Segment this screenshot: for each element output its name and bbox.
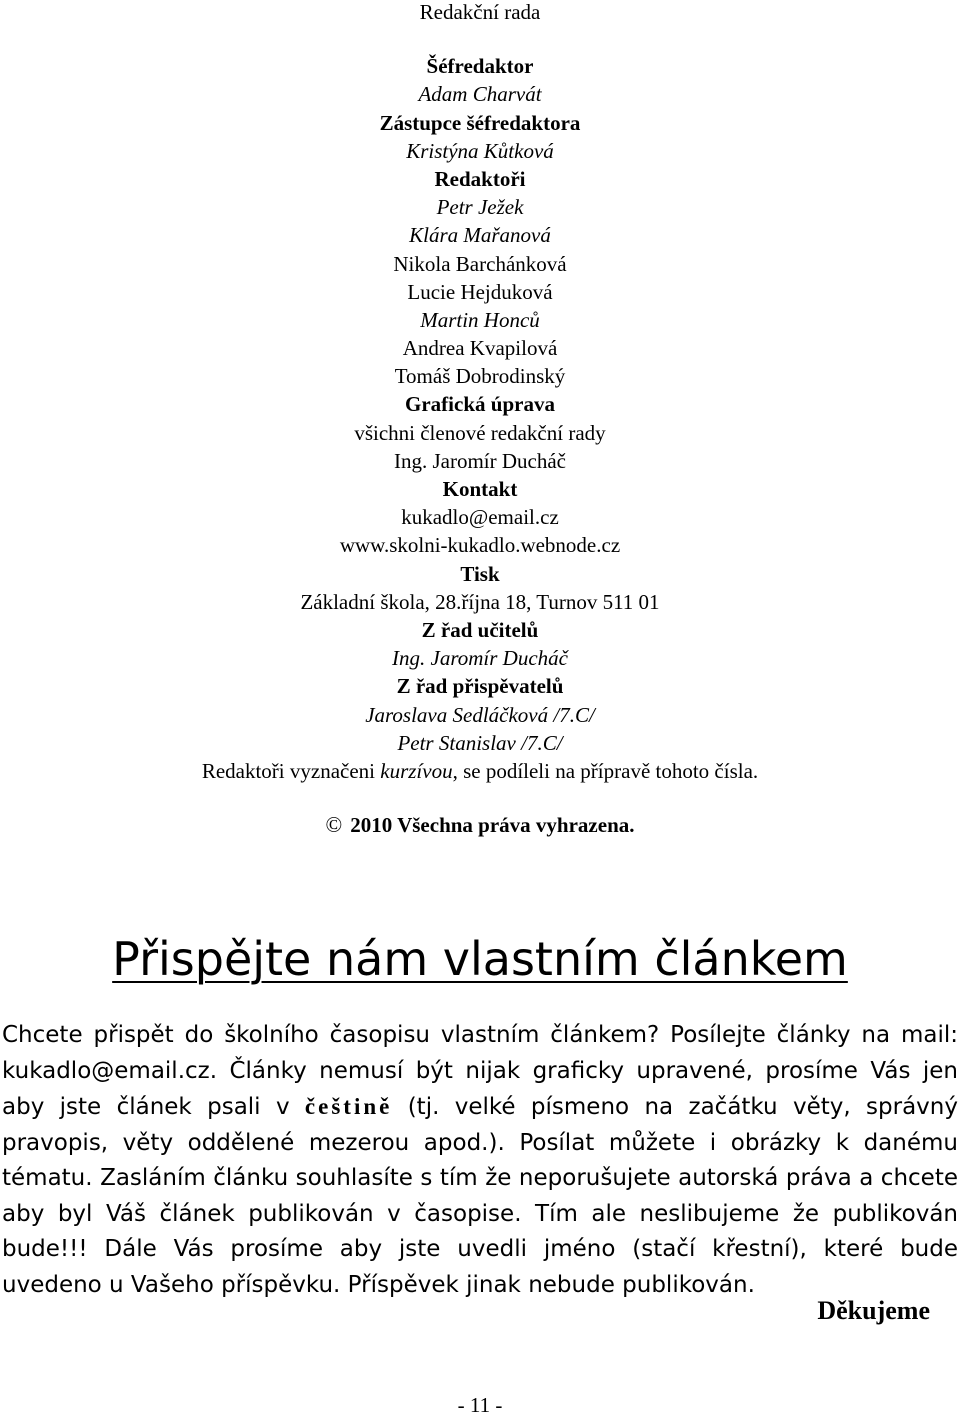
italic-note-text: Redaktoři vyznačeni bbox=[201, 758, 381, 783]
contact-label: Kontakt bbox=[442, 477, 518, 501]
editor-name: Petr Ježek bbox=[436, 195, 524, 220]
thanks-text: Děkujeme bbox=[817, 1296, 930, 1325]
contributor-name: Petr Stanislav /7.C/ bbox=[397, 730, 563, 755]
editors-label: Redaktoři bbox=[434, 166, 526, 191]
contact-website: www.skolni-kukadlo.webnode.cz bbox=[339, 533, 621, 558]
editor-name: Klára Mařanová bbox=[409, 223, 551, 248]
editor-name: Lucie Hejduková bbox=[407, 279, 553, 304]
board-title: Redakční rada bbox=[419, 0, 541, 24]
copyright-icon: © bbox=[325, 812, 343, 838]
italic-note-emphasis: kurzívou bbox=[380, 758, 453, 783]
article-body bbox=[2, 1018, 958, 1303]
teacher-name: Ing. Jaromír Ducháč bbox=[392, 646, 568, 671]
article-emphasis: češtině bbox=[304, 1094, 393, 1119]
editor-name: Nikola Barchánková bbox=[393, 251, 567, 276]
italic-note-text: , se podíleli na přípravě tohoto čísla. bbox=[452, 758, 759, 783]
copyright-line bbox=[0, 811, 960, 839]
article-text: Chcete přispět do školního časopisu vlastním článkem? Posílejte články na mail: kukadlo@email.cz. Články nemusí být nijak graficky upravené, prosíme Vás jen aby jste článek psali v bbox=[2, 1022, 958, 1120]
italic-note bbox=[0, 757, 960, 785]
editor-name: Martin Honců bbox=[420, 307, 540, 332]
print-label: Tisk bbox=[460, 561, 500, 586]
article-heading: Přispějte nám vlastním článkem bbox=[112, 932, 848, 986]
editor-name: Tomáš Dobrodinský bbox=[394, 364, 566, 389]
deputy-editor-label: Zástupce šéfredaktora bbox=[379, 110, 581, 135]
editor-in-chief-name: Adam Charvát bbox=[418, 82, 542, 107]
teachers-label: Z řad učitelů bbox=[421, 617, 539, 642]
editor-in-chief-label: Šéfredaktor bbox=[426, 54, 534, 79]
article-text: (tj. velké písmeno na začátku věty, správný pravopis, věty oddělené mezerou apod.). Posílat můžete i obrázky k danému tématu. Zasláním článku souhlasíte s tím že neporušujete autorská práva a chcete aby byl Váš článek publikován v časopise. Tím ale neslibujeme že publikován bude!!! Dále Vás prosíme aby jste uvedli jméno (stačí křestní), které bude uvedeno u Vašeho příspěvku. Příspěvek jinak nebude publikován. bbox=[2, 1094, 958, 1298]
contact-email: kukadlo@email.cz bbox=[401, 505, 559, 530]
graphics-credit: všichni členové redakční rady bbox=[354, 420, 606, 445]
graphics-label: Grafická úprava bbox=[405, 392, 555, 417]
deputy-editor-name: Kristýna Kůtková bbox=[406, 138, 554, 163]
page-number: - 11 - bbox=[457, 1393, 503, 1417]
editor-name: Andrea Kvapilová bbox=[402, 336, 558, 361]
contributors-label: Z řad přispěvatelů bbox=[396, 674, 564, 699]
copyright-text: 2010 Všechna práva vyhrazena. bbox=[350, 813, 635, 838]
print-place: Základní škola, 28.října 18, Turnov 511 01 bbox=[300, 589, 660, 614]
graphics-credit: Ing. Jaromír Ducháč bbox=[393, 448, 567, 473]
contributor-name: Jaroslava Sedláčková /7.C/ bbox=[365, 702, 595, 727]
